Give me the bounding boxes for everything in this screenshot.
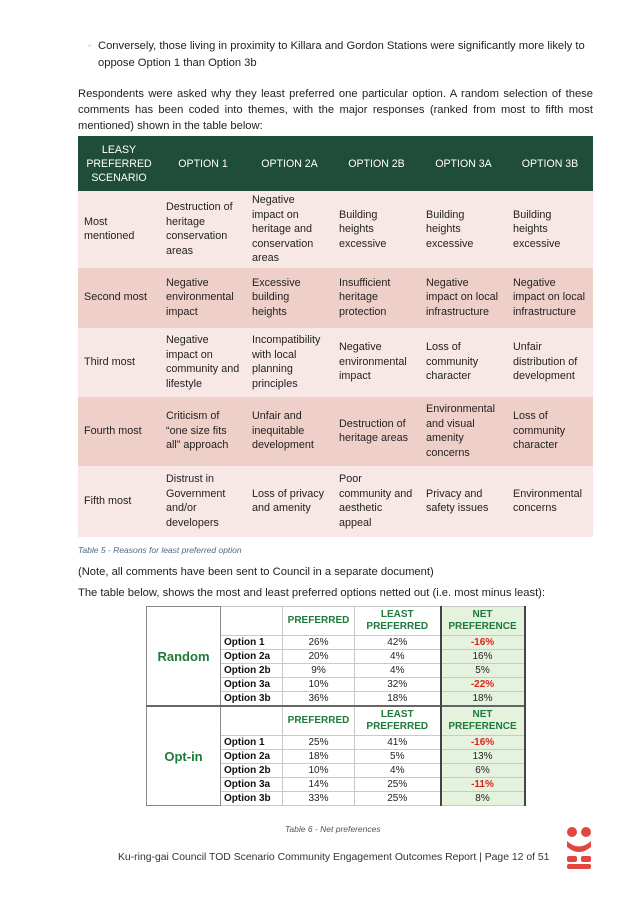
preferred-value: 33% <box>283 792 355 806</box>
net-preferences-table <box>146 606 526 806</box>
table5-header-row <box>78 136 593 191</box>
bullet-point <box>88 38 598 72</box>
table5-caption: Table 5 - Reasons for least preferred option <box>78 545 242 555</box>
col-net-preference: NET PREFERENCE <box>441 706 525 736</box>
table-cell: Negative impact on local infrastructure <box>420 268 507 328</box>
net-value: 8% <box>441 792 525 806</box>
table-cell: Negative impact on community and lifestyle <box>160 328 246 397</box>
row-label: Fourth most <box>78 397 160 466</box>
net-value: -22% <box>441 678 525 692</box>
option-label: Option 2a <box>221 750 283 764</box>
col-least-preferred: LEAST PREFERRED <box>355 607 441 636</box>
col-preferred: PREFERRED <box>283 706 355 736</box>
table-cell: Environmental and visual amenity concerns <box>420 397 507 466</box>
net-value: -16% <box>441 636 525 650</box>
net-value: -16% <box>441 736 525 750</box>
table-cell: Unfair distribution of development <box>507 328 593 397</box>
least-value: 25% <box>355 792 441 806</box>
table6-intro: The table below, shows the most and least preferred options netted out (i.e. most minus least): <box>78 587 546 599</box>
preferred-value: 20% <box>283 650 355 664</box>
option-label: Option 2b <box>221 664 283 678</box>
least-value: 4% <box>355 650 441 664</box>
preferred-value: 9% <box>283 664 355 678</box>
option-label: Option 1 <box>221 636 283 650</box>
option-label: Option 3b <box>221 692 283 707</box>
table-cell: Building heights excessive <box>507 191 593 268</box>
table-row <box>78 397 593 466</box>
net-value: 16% <box>441 650 525 664</box>
table-cell: Building heights excessive <box>420 191 507 268</box>
bullet-dot-icon: ▫ <box>88 41 92 52</box>
col-net-preference: NET PREFERENCE <box>441 607 525 636</box>
least-value: 32% <box>355 678 441 692</box>
table-cell: Environmental concerns <box>507 466 593 537</box>
table-cell: Privacy and safety issues <box>420 466 507 537</box>
group-opt-in: Opt-in <box>147 706 221 806</box>
preferred-value: 26% <box>283 636 355 650</box>
table-cell: Poor community and aesthetic appeal <box>333 466 420 537</box>
table-cell: Distrust in Government and/or developers <box>160 466 246 537</box>
table-cell: Negative environmental impact <box>160 268 246 328</box>
least-value: 5% <box>355 750 441 764</box>
net-value: -11% <box>441 778 525 792</box>
least-value: 4% <box>355 664 441 678</box>
least-value: 42% <box>355 636 441 650</box>
table-cell: Loss of community character <box>420 328 507 397</box>
table-cell: Negative impact on heritage and conservation areas <box>246 191 333 268</box>
preferred-value: 18% <box>283 750 355 764</box>
table-cell: Unfair and inequitable development <box>246 397 333 466</box>
blank-header <box>221 607 283 636</box>
option-label: Option 1 <box>221 736 283 750</box>
row-label: Third most <box>78 328 160 397</box>
preferred-value: 10% <box>283 764 355 778</box>
header-option-3a: OPTION 3A <box>420 136 507 191</box>
preferred-value: 36% <box>283 692 355 707</box>
table-cell: Loss of privacy and amenity <box>246 466 333 537</box>
header-option-1: OPTION 1 <box>160 136 246 191</box>
table-row <box>78 466 593 537</box>
table-cell: Insufficient heritage protection <box>333 268 420 328</box>
least-value: 4% <box>355 764 441 778</box>
option-label: Option 3b <box>221 792 283 806</box>
page-footer: Ku-ring-gai Council TOD Scenario Community Engagement Outcomes Report | Page 12 of 51 <box>118 852 550 863</box>
row-label: Most mentioned <box>78 191 160 268</box>
col-least-preferred: LEAST PREFERRED <box>355 706 441 736</box>
option-label: Option 2a <box>221 650 283 664</box>
table-cell: Excessive building heights <box>246 268 333 328</box>
header-option-3b: OPTION 3B <box>507 136 593 191</box>
table-cell: Building heights excessive <box>333 191 420 268</box>
option-label: Option 2b <box>221 764 283 778</box>
row-label: Fifth most <box>78 466 160 537</box>
table-cell: Negative impact on local infrastructure <box>507 268 593 328</box>
note-text: (Note, all comments have been sent to Council in a separate document) <box>78 566 434 578</box>
table-row <box>78 328 593 397</box>
table-row <box>78 191 593 268</box>
group-random: Random <box>147 607 221 707</box>
table-cell: Loss of community character <box>507 397 593 466</box>
table-cell: Incompatibility with local planning principles <box>246 328 333 397</box>
option-label: Option 3a <box>221 778 283 792</box>
header-option-2b: OPTION 2B <box>333 136 420 191</box>
table6-header-row <box>147 607 525 636</box>
header-scenario: LEASY PREFERRED SCENARIO <box>78 136 160 191</box>
blank-header <box>221 706 283 736</box>
least-preferred-reasons-table <box>78 136 593 537</box>
table6-header-row <box>147 706 525 736</box>
intro-paragraph: Respondents were asked why they least preferred one particular option. A random selection of these comments has been coded into themes, with the major responses (ranked from most to fifth most mentioned) shown in the table below: <box>78 88 593 132</box>
table-row <box>78 268 593 328</box>
row-label: Second most <box>78 268 160 328</box>
net-value: 6% <box>441 764 525 778</box>
preferred-value: 14% <box>283 778 355 792</box>
col-preferred: PREFERRED <box>283 607 355 636</box>
council-logo-icon <box>566 826 592 870</box>
preferred-value: 10% <box>283 678 355 692</box>
least-value: 18% <box>355 692 441 707</box>
option-label: Option 3a <box>221 678 283 692</box>
least-value: 25% <box>355 778 441 792</box>
preferred-value: 25% <box>283 736 355 750</box>
table6-caption: Table 6 - Net preferences <box>285 824 381 834</box>
least-value: 41% <box>355 736 441 750</box>
table-cell: Criticism of “one size fits all” approach <box>160 397 246 466</box>
bullet-text: Conversely, those living in proximity to Killara and Gordon Stations were significantly more likely to oppose Option 1 than Option 3b <box>98 40 585 69</box>
table-cell: Destruction of heritage conservation areas <box>160 191 246 268</box>
net-value: 18% <box>441 692 525 707</box>
header-option-2a: OPTION 2A <box>246 136 333 191</box>
net-value: 5% <box>441 664 525 678</box>
table-cell: Destruction of heritage areas <box>333 397 420 466</box>
table-cell: Negative environmental impact <box>333 328 420 397</box>
net-value: 13% <box>441 750 525 764</box>
